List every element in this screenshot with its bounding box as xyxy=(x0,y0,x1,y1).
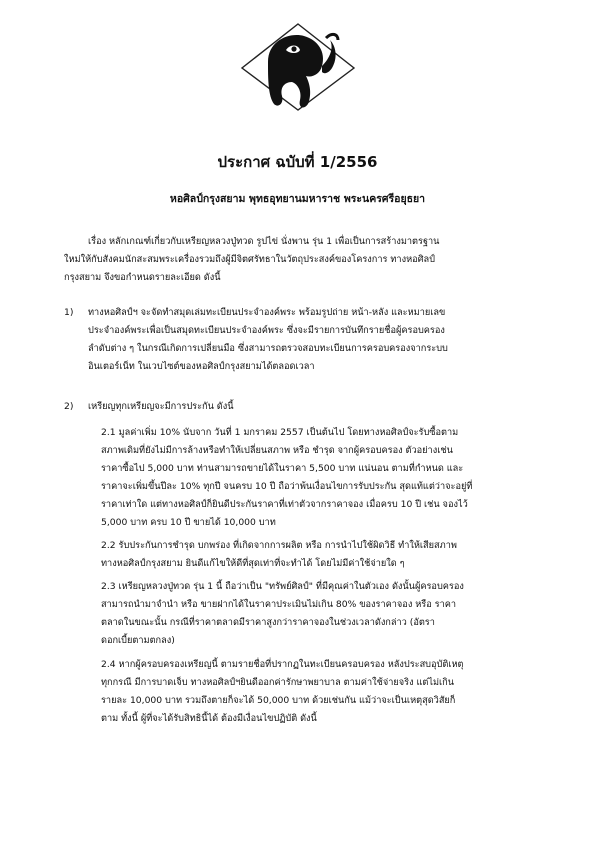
item-2-3-line: ตลาดในขณะนั้น กรณีที่ราคาตลาดมีราคาสูงกว่าราคาจองในช่วงเวลาดังกล่าว (อัตรา xyxy=(101,617,435,628)
item-2-1-line: สภาพเดิมที่ยังไม่มีการล้างหรือทำให้เปลี่ยนสภาพ หรือ ชำรุด จากผู้ครอบครอง ตัวอย่างเช่น xyxy=(101,445,453,456)
item-2-4-line: รายละ 10,000 บาท รวมถึงตายก็จะได้ 50,000 บาท ด้วยเช่นกัน แม้ว่าจะเป็นเหตุสุดวิสัยก็ xyxy=(101,695,456,706)
item-2-3-line: 2.3 เหรียญหลวงปู่ทวด รุ่น 1 นี้ ถือว่าเป็น "ทรัพย์ศิลป์" ที่มีคุณค่าในตัวเอง ดังนั้นผู้ครอบครอง xyxy=(101,581,464,592)
item-2-2-line: 2.2 รับประกันการชำรุด บกพร่อง ที่เกิดจากการผลิต หรือ การนำไปใช้ผิดวิธี ทำให้เสียสภาพ xyxy=(101,540,457,551)
item-2-4-line: ทุกกรณี มีการบาดเจ็บ ทางหอศิลป์ฯยินดีออกค่ารักษาพยาบาล ตามค่าใช้จ่ายจริง แต่ไม่เกิน xyxy=(101,677,455,688)
item-1-line: ทางหอศิลป์ฯ จะจัดทำสมุดเล่มทะเบียนประจำองค์พระ พร้อมรูปถ่าย หน้า-หลัง และหมายเลข xyxy=(88,307,446,318)
intro-line-1: เรื่อง หลักเกณฑ์เกี่ยวกับเหรียญหลวงปู่ทวด รูปไข่ นั่งพาน รุ่น 1 เพื่อเป็นการสร้างมาตรฐาน xyxy=(88,236,440,247)
item-2-2-line: ทางหอศิลป์กรุงสยาม ยินดีแก้ไขให้ดีที่สุดเท่าที่จะทำได้ โดยไม่มีค่าใช้จ่ายใด ๆ xyxy=(101,558,405,569)
elephant-logo-icon xyxy=(238,22,356,112)
item-1-line: ลำดับต่าง ๆ ในกรณีเกิดการเปลี่ยนมือ ซึ่งสามารถตรวจสอบทะเบียนการครอบครองจากระบบ xyxy=(88,343,448,354)
item-1-line: อินเตอร์เน็ท ในเวบไซต์ของหอศิลป์กรุงสยามได้ตลอดเวลา xyxy=(88,361,315,372)
page-subtitle: หอศิลป์กรุงสยาม พุทธอุทยานมหาราช พระนครศรีอยุธยา xyxy=(169,193,426,205)
item-2-number: 2) xyxy=(64,401,74,412)
item-1-number: 1) xyxy=(64,307,74,318)
item-2-4-line: 2.4 หากผู้ครอบครองเหรียญนี้ ตามรายชื่อที่ปรากฏในทะเบียนครอบครอง หลังประสบอุบัติเหตุ xyxy=(101,659,464,670)
page-title: ประกาศ ฉบับที่ 1/2556 xyxy=(217,153,378,171)
item-2-1-line: 2.1 มูลค่าเพิ่ม 10% นับจาก วันที่ 1 มกราคม 2557 เป็นต้นไป โดยทางหอศิลป์จะรับซื้อตาม xyxy=(101,427,459,438)
intro-line-3: กรุงสยาม จึงขอกำหนดรายละเอียด ดังนี้ xyxy=(64,272,221,283)
item-2-1-line: ราคาซื้อไป 5,000 บาท ท่านสามารถขายได้ในราคา 5,500 บาท แน่นอน ตามที่กำหนด และ xyxy=(101,463,464,474)
item-2-1-line: ราคาจะเพิ่มขึ้นปีละ 10% ทุกปี จนครบ 10 ปี ถือว่าพ้นเงื่อนไขการรับประกัน สุดแท้แต่ว่าจะอยู่ที่ xyxy=(101,481,473,492)
item-2-heading: เหรียญทุกเหรียญจะมีการประกัน ดังนี้ xyxy=(88,401,234,412)
item-1-line: ประจำองค์พระเพื่อเป็นสมุดทะเบียนประจำองค์พระ ซึ่งจะมีรายการบันทึกรายชื่อผู้ครอบครอง xyxy=(88,325,445,336)
item-2-1-line: 5,000 บาท ครบ 10 ปี ขายได้ 10,000 บาท xyxy=(101,517,276,528)
intro-line-2: ใหม่ให้กับสังคมนักสะสมพระเครื่องรวมถึงผู้มีจิตศรัทธาในวัตถุประสงค์ของโครงการ ทางหอศิลป์ xyxy=(64,254,435,265)
item-2-1-line: ราคาเท่าใด แต่ทางหอศิลป์ก็ยินดีประกันราคาที่เท่าตัวจากราคาจอง เมื่อครบ 10 ปี เช่น จองไว้ xyxy=(101,499,468,510)
item-2-3-line: ดอกเบี้ยตามตกลง) xyxy=(101,635,175,646)
item-2-4-line: ตาม ทั้งนี้ ผู้ที่จะได้รับสิทธินี้ได้ ต้องมีเงื่อนไขปฏิบัติ ดังนี้ xyxy=(101,713,317,724)
item-2-3-line: สามารถนำมาจำนำ หรือ ขายฝากได้ในราคาประเมินไม่เกิน 80% ของราคาจอง หรือ ราคา xyxy=(101,599,457,610)
